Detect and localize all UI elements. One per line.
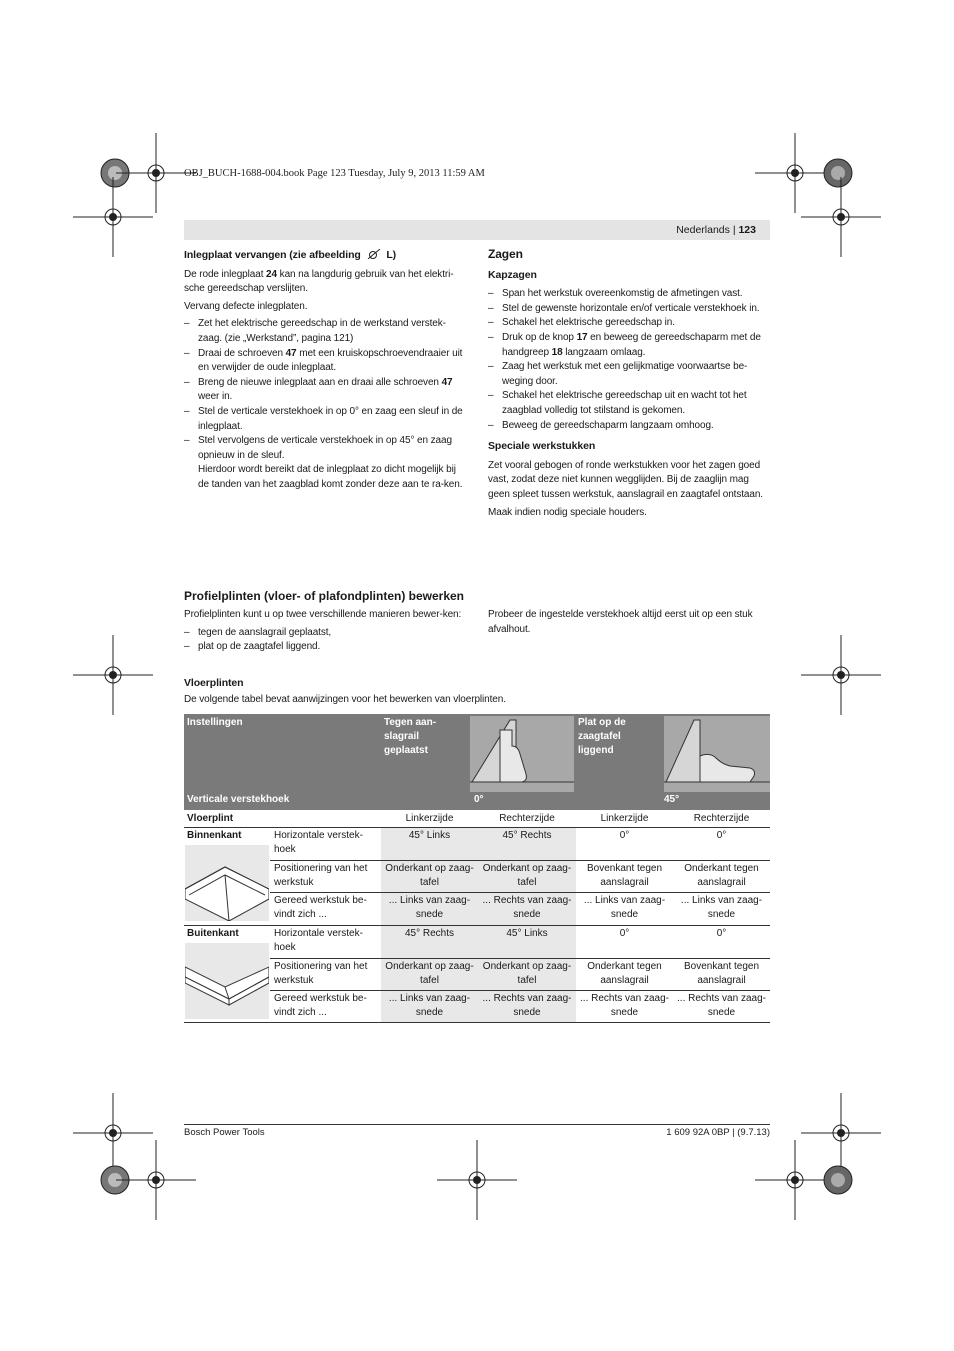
plinth-flat-on-table-illustration [664,716,770,792]
table-cell: Onderkant tegen aanslagrail [684,863,759,888]
table-cell: 0° [619,928,630,939]
table-cell: Bovenkant tegen aanslagrail [586,863,663,888]
table-cell: Onderkant op zaag- tafel [385,961,474,986]
list-item: – Schakel het elektrische gereedschap in. [488,316,772,331]
table-cell: Onderkant op zaag- tafel [385,863,474,888]
paragraph: Profielplinten kunt u op twee verschillende manieren bewer-ken: [184,609,462,620]
file-tag: OBJ_BUCH-1688-004.book Page 123 Tuesday, July 9, 2013 11:59 AM [184,168,485,179]
subsection-title-vloerplinten: Vloerplinten [184,677,244,689]
header-separator: | [732,224,736,236]
page-header [184,220,770,240]
vloerplint-label: Vloerplint [187,813,234,824]
list-item: – Beweeg de gereedschaparm langzaam omhoog. [488,419,772,434]
list-note: Hierdoor wordt bereikt dat de inlegplaat zo dicht mogelijk bij de tanden van het zaagblad komt zonder deze aan te ra-ken. [198,464,463,490]
header-settings: Instellingen [187,717,243,728]
col-header-left-1: Linkerzijde [405,813,454,824]
list-item: – Zaag het werkstuk met een gelijkmatige voorwaartse be-weging door. [488,360,772,389]
footer-brand: Bosch Power Tools [184,1127,265,1138]
row-label: Horizontale verstek- hoek [274,830,363,855]
table-cell: 0° [619,830,630,841]
table-cell: ... Links van zaag- snede [388,993,471,1018]
table-cell: ... Rechts van zaag- snede [482,895,572,920]
table-subheader-row [184,810,770,827]
step-list [184,317,466,492]
header-flat-on-table: Plat op de zaagtafel liggend [578,717,626,756]
table-cell: 45° Links [408,830,451,841]
step-list [488,287,772,433]
header-against-rail: Tegen aan- slagrail geplaatst [384,717,437,756]
table-row [184,892,770,925]
table-cell: ... Rechts van zaag- snede [482,993,572,1018]
table-cell: ... Rechts van zaag- snede [580,993,669,1018]
list-item: – Druk op de knop 17 en beweeg de gereedschaparm met de handgreep 18 langzaam omlaag. [488,331,772,360]
profiel-left [184,608,466,658]
subsection-title-speciale: Speciale werkstukken [488,440,596,453]
crosshair-icon [116,1140,196,1220]
profiel-right [488,608,772,640]
row-label: Positionering van het werkstuk [274,961,368,986]
list-item: – Stel de gewenste horizontale en/of verticale verstekhoek in. [488,302,772,317]
table-cell: Onderkant op zaag- tafel [482,863,572,888]
paragraph: Vervang defecte inlegplaten. [184,300,308,312]
page-footer [184,1124,770,1138]
paragraph: Zet vooral gebogen of ronde werkstukken voor het zagen goed vast, zodat deze niet kunnen wegglijden. Bij de zaaglijn mag geen spleet tussen werkstuk, aanslagrail en zaagtafel ontstaan. [488,459,763,500]
paragraph: De rode inlegplaat 24 kan na langdurig gebruik van het elektri-sche gereedschap verslijten. [184,268,454,295]
crosshair-icon [73,635,153,715]
crosshair-icon [801,635,881,715]
list-item: – Zet het elektrische gereedschap in de werkstand verstek-zaag. (zie „Werkstand”, pagina 121) [184,317,466,346]
list-item: – Stel vervolgens de verticale verstekhoek in op 45° en zaag opnieuw in de sleuf. Hierdoor wordt bereikt dat de inlegplaat zo dicht mogelijk bij de tanden van het zaagblad komt zonder deze aan te ra-ken. [184,434,466,492]
crosshair-icon [437,1140,517,1220]
angle-0: 0° [474,794,484,805]
section-title-zagen: Zagen [488,247,523,261]
subsection-title-kapzagen: Kapzagen [488,268,537,281]
table-row [184,827,770,860]
table-row [184,958,770,990]
paragraph: Probeer de ingestelde verstekhoek altijd eerst uit op een stuk afvalhout. [488,609,753,635]
col-header-right-2: Rechterzijde [693,813,750,824]
right-column [488,247,772,523]
row-label: Horizontale verstek- hoek [274,928,363,953]
list-item: – Stel de verticale verstekhoek in op 0° en zaag een sleuf in de inlegplaat. [184,405,466,434]
paragraph: Maak indien nodig speciale houders. [488,506,647,518]
list-item: – Draai de schroeven 47 met een kruiskopschroevendraaier uit en verwijder de oude inlegplaat. [184,347,466,376]
table-cell: 45° Rechts [502,830,552,841]
registration-mark-icon [798,1140,878,1220]
crosshair-icon [801,177,881,257]
list-item: – tegen de aanslagrail geplaatst, [184,626,466,641]
table-cell: Bovenkant tegen aanslagrail [683,961,760,986]
list-item: – Schakel het elektrische gereedschap uit en wacht tot het zaagblad volledig tot stilstand is gekomen. [488,389,772,418]
table-cell: 0° [716,830,727,841]
row-label: Gereed werkstuk be- vindt zich ... [274,993,367,1018]
table-header [184,714,770,810]
table-cell: ... Rechts van zaag- snede [677,993,766,1018]
table-row [184,990,770,1022]
header-language: Nederlands [676,224,730,236]
table-cell: ... Links van zaag- snede [583,895,666,920]
header-vertical-angle: Verticale verstekhoek [187,794,290,805]
table-cell: Onderkant op zaag- tafel [482,961,572,986]
section-title-inlegplaat: Inlegplaat vervangen (zie afbeelding L) [184,249,397,261]
table-cell: ... Links van zaag- snede [680,895,763,920]
figure-reference-icon [367,249,381,259]
table-cell: 45° Rechts [404,928,455,939]
footer-docnumber: 1 609 92A 0BP | (9.7.13) [666,1127,770,1138]
list-item: – Breng de nieuwe inlegplaat aan en draai alle schroeven 47 weer in. [184,376,466,405]
list-item: – Span het werkstuk overeenkomstig de afmetingen vast. [488,287,772,302]
col-header-left-2: Linkerzijde [600,813,649,824]
table-cell: ... Links van zaag- snede [388,895,471,920]
section-title-profielplinten: Profielplinten (vloer- of plafondplinten) bewerken [184,589,465,603]
left-column [184,248,466,496]
plinth-against-rail-illustration [470,716,574,792]
table-row [184,925,770,958]
crosshair-icon [73,177,153,257]
paragraph: De volgende tabel bevat aanwijzingen voor het bewerken van vloerplinten. [184,693,506,705]
row-label: Gereed werkstuk be- vindt zich ... [274,895,367,920]
table-cell: Onderkant tegen aanslagrail [587,961,662,986]
group-label: Binnenkant [187,830,242,841]
method-list [184,626,466,655]
col-header-right-1: Rechterzijde [499,813,555,824]
list-item: – plat op de zaagtafel liggend. [184,640,466,655]
divider [184,1022,770,1023]
vloerplinten-intro [184,676,770,710]
group-label: Buitenkant [187,928,239,939]
table-row [184,860,770,892]
table-cell: 0° [716,928,727,939]
page-number: 123 [738,224,756,236]
table-cell: 45° Links [506,928,548,939]
row-label: Positionering van het werkstuk [274,863,368,888]
angle-45: 45° [664,794,680,805]
